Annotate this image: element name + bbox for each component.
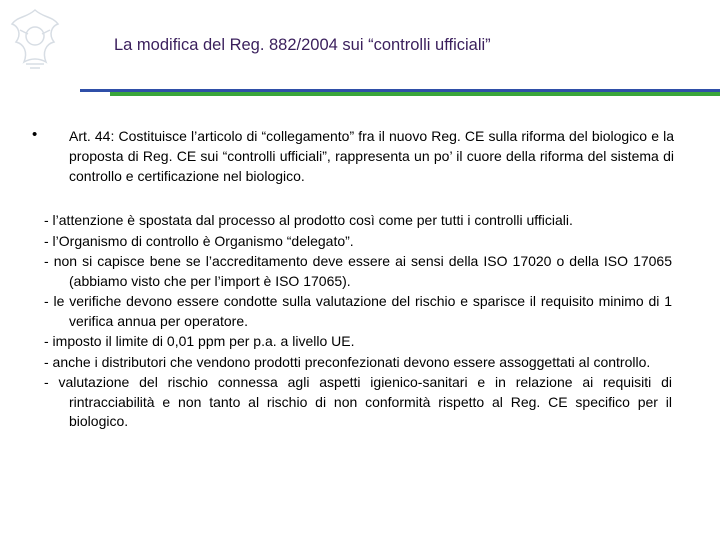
bullet-text [69,126,674,186]
emblem-watermark-icon [4,4,66,74]
list-item: - anche i distributori che vendono prodotti preconfezionati devono essere assoggettati al controllo. [44,353,651,370]
bullet-paragraph [32,126,674,186]
point-list [44,211,672,433]
list-item: - imposto il limite di 0,01 ppm per p.a. a livello UE. [44,333,355,349]
bullet-body: Costituisce l’articolo di “collegamento” fra il nuovo Reg. CE sulla riforma del biologico e la proposta di Reg. CE sui “controlli ufficiali”, rappresenta un po’ il cuore della riforma del sistema di controllo e certificazione nel biologico. [69,128,674,184]
list-item: - l’Organismo di controllo è Organismo “delegato”. [44,232,354,249]
title-divider-green [110,92,720,96]
list-item: - le verifiche devono essere condotte sulla valutazione del rischio e sparisce il requisito minimo di 1 verifica annua per operatore. [44,293,672,329]
list-item: - valutazione del rischio connessa agli aspetti igienico-sanitari e in relazione ai requisiti di rintracciabilità e non tanto al rischio di non conformità rispetto al Reg. CE specifico per il biologico. [44,374,672,429]
bullet-lead: Art. 44: [69,128,115,144]
list-item: - l’attenzione è spostata dal processo al prodotto così come per tutti i controlli ufficiali. [44,212,573,228]
list-item: - non si capisce bene se l’accreditamento deve essere ai sensi della ISO 17020 o della ISO 17065 (abbiamo visto che per l’import è ISO 17065). [44,253,672,289]
bullet-marker: • [32,126,38,143]
page-title: La modifica del Reg. 882/2004 sui “controlli ufficiali” [114,36,491,54]
